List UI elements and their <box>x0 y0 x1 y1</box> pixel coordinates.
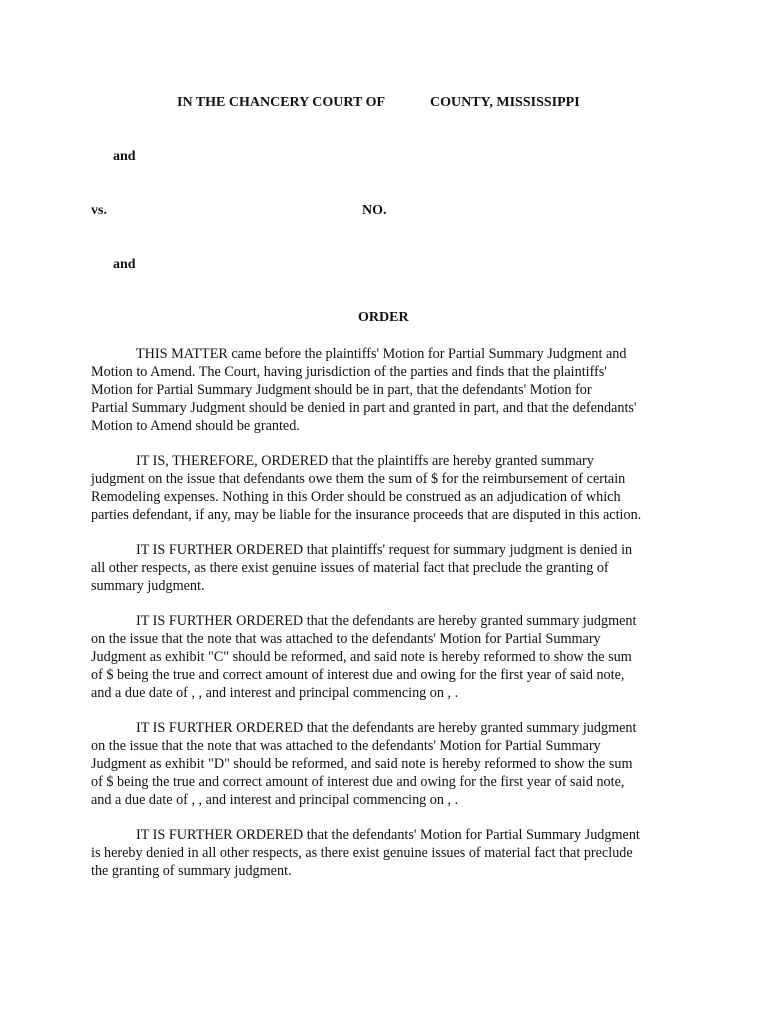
paragraph-line: IT IS FURTHER ORDERED that plaintiffs' request for summary judgment is denied in <box>136 542 633 558</box>
paragraph-line: Judgment as exhibit "C" should be reformed, and said note is hereby reformed to show the sum <box>91 649 632 665</box>
paragraph-line: Motion to Amend should be granted. <box>91 418 300 434</box>
paragraph-line: judgment on the issue that defendants owe them the sum of $ for the reimbursement of certain <box>91 471 626 487</box>
caption-case-number: NO. <box>362 203 387 218</box>
paragraph-line: of $ being the true and correct amount of interest due and owing for the first year of said note, <box>91 667 625 683</box>
paragraph-line: Partial Summary Judgment should be denied in part and granted in part, and that the defendants' <box>91 400 637 416</box>
paragraph-line: IT IS, THEREFORE, ORDERED that the plaintiffs are hereby granted summary <box>136 453 594 469</box>
paragraph-line: Remodeling expenses. Nothing in this Order should be construed as an adjudication of which <box>91 489 621 505</box>
paragraph-line: and a due date of , , and interest and principal commencing on , . <box>91 792 459 808</box>
paragraph-line: on the issue that the note that was attached to the defendants' Motion for Partial Summary <box>91 631 601 647</box>
paragraph-line: on the issue that the note that was attached to the defendants' Motion for Partial Summary <box>91 738 601 754</box>
paragraph-line: the granting of summary judgment. <box>91 863 292 879</box>
order-title: ORDER <box>358 310 409 325</box>
caption-and-1: and <box>113 149 136 164</box>
paragraph-line: all other respects, as there exist genuine issues of material fact that preclude the granting of <box>91 560 609 576</box>
paragraph-line: IT IS FURTHER ORDERED that the defendants' Motion for Partial Summary Judgment <box>136 827 640 843</box>
court-heading-right: COUNTY, MISSISSIPPI <box>430 95 580 110</box>
paragraph-line: and a due date of , , and interest and principal commencing on , . <box>91 685 459 701</box>
court-heading-left: IN THE CHANCERY COURT OF <box>177 95 386 110</box>
paragraph-line: parties defendant, if any, may be liable for the insurance proceeds that are disputed in this action. <box>91 507 642 523</box>
paragraph-line: is hereby denied in all other respects, as there exist genuine issues of material fact that preclude <box>91 845 633 861</box>
paragraph-line: of $ being the true and correct amount of interest due and owing for the first year of said note, <box>91 774 625 790</box>
paragraph-line: summary judgment. <box>91 578 205 594</box>
caption-vs: vs. <box>91 203 107 218</box>
paragraph-line: Motion to Amend. The Court, having jurisdiction of the parties and finds that the plaintiffs' <box>91 364 607 380</box>
caption-and-2: and <box>113 257 136 272</box>
paragraph-line: Motion for Partial Summary Judgment should be in part, that the defendants' Motion for <box>91 382 592 398</box>
paragraph-line: IT IS FURTHER ORDERED that the defendants are hereby granted summary judgment <box>136 720 637 736</box>
paragraph-line: Judgment as exhibit "D" should be reformed, and said note is hereby reformed to show the sum <box>91 756 633 772</box>
paragraph-line: IT IS FURTHER ORDERED that the defendants are hereby granted summary judgment <box>136 613 637 629</box>
paragraph-line: THIS MATTER came before the plaintiffs' Motion for Partial Summary Judgment and <box>136 346 627 362</box>
